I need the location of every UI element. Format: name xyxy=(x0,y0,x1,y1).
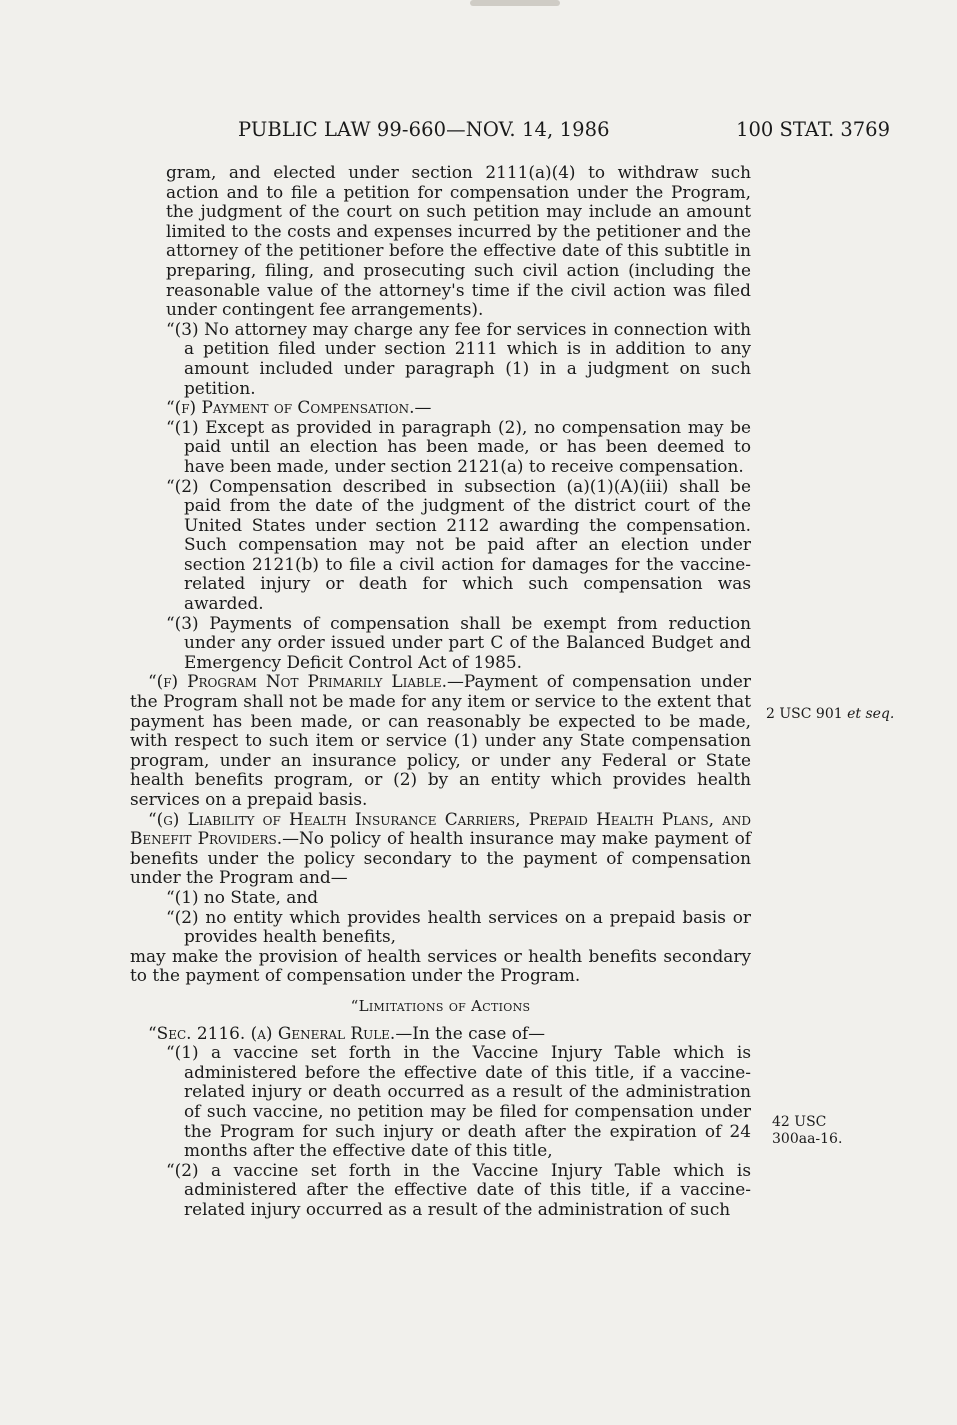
heading-program-not-liable: “(f) Program Not Primarily Liable. xyxy=(148,671,447,692)
paragraph-program-not-liable: —Payment of compensation under the Program shall not be made for any item or service to the extent that payment has been made, or can reasonably be expected to be made, with respect to such item or service (1) under any State compensation program, under an insurance policy, or under any Federal or State health benefits program, or (2) by an entity which provides health services on a prepaid basis. xyxy=(130,671,751,809)
margin-citation-42-usc: 42 USC 300aa-16. xyxy=(772,1114,843,1147)
subsection-heading-payment: “(f) Payment of Compensation.— xyxy=(166,397,432,418)
heading-liability-carriers: “(g) Liability of Health Insurance Carriers, Prepaid Health Plans, and Benefit Providers. xyxy=(130,808,751,849)
paragraph-sec-2116-intro: —In the case of— xyxy=(395,1022,546,1043)
paragraph-no-state: “(1) no State, and xyxy=(166,886,319,907)
subsection-program-not-liable xyxy=(130,672,751,809)
paragraph-attorney-fee: “(3) No attorney may charge any fee for services in connection with a petition filed under section 2111 which is in addition to any amount included under paragraph (1) in a judgment on such petition. xyxy=(166,318,751,398)
section-heading-limitations: “Limitations of Actions xyxy=(350,996,531,1015)
subsection-liability-carriers xyxy=(130,810,751,888)
paragraph-costs-continued: gram, and elected under section 2111(a)(4) to withdraw such action and to file a petition for compensation under the Program, the judgment of the court on such petition may include an amount limited to the costs and expenses incurred by the petitioner and the attorney of the petitioner before the effective date of this subtitle in preparing, filing, and prosecuting such civil action (including the reasonable value of the attorney's time if the civil action was filed under contingent fee arrangements). xyxy=(166,162,751,320)
heading-payment-of-compensation: “(f) Payment of Compensation. xyxy=(166,397,415,418)
margin-citation-usc-901: 2 USC 901 et seq. xyxy=(766,706,895,722)
heading-sec-2116: “Sec. 2116. (a) General Rule. xyxy=(148,1022,396,1043)
paragraph-exempt-reduction: “(3) Payments of compensation shall be exempt from reduction under any order issued under part C of the Balanced Budget and Emergency Deficit Control Act of 1985. xyxy=(166,612,751,672)
statute-page-number: 100 STAT. 3769 xyxy=(736,118,890,141)
section-2116-intro xyxy=(130,1024,751,1044)
paragraph-payment-date: “(2) Compensation described in subsection (a)(1)(A)(iii) shall be paid from the date of the judgment of the district court of the United States under section 2112 awarding the compensation. Such compensation may not be paid after an election under section 2121(b) to file a civil action for damages for the vaccine-related injury or death for which such compensation was awarded. xyxy=(166,475,751,614)
paragraph-secondary-payment: may make the provision of health services or health benefits secondary to the payment of compensation under the Program. xyxy=(130,945,751,986)
paragraph-vaccine-after: “(2) a vaccine set forth in the Vaccine Injury Table which is administered after the effective date of this title, if a vaccine-related injury occurred as a result of the administration of such xyxy=(166,1159,751,1219)
scan-smudge xyxy=(470,0,560,6)
paragraph-vaccine-before: “(1) a vaccine set forth in the Vaccine Injury Table which is administered before the effective date of this title, if a vaccine-related injury or death occurred as a result of the administration of such vaccine, no petition may be filed for compensation under the Program for such injury or death after the expiration of 24 months after the effective date of this title, xyxy=(166,1042,751,1161)
page-header xyxy=(238,118,890,152)
paragraph-payment-election: “(1) Except as provided in paragraph (2), no compensation may be paid until an election has been made, or has been deemed to have been made, under section 2121(a) to receive compensation. xyxy=(166,416,751,476)
paragraph-liability-carriers: —No policy of health insurance may make payment of benefits under the policy secondary to the payment of compensation under the Program and— xyxy=(130,828,751,888)
document-body xyxy=(130,163,751,1219)
public-law-citation: PUBLIC LAW 99-660—NOV. 14, 1986 xyxy=(238,118,610,141)
paragraph-no-entity: “(2) no entity which provides health services on a prepaid basis or provides health benefits, xyxy=(166,906,751,947)
